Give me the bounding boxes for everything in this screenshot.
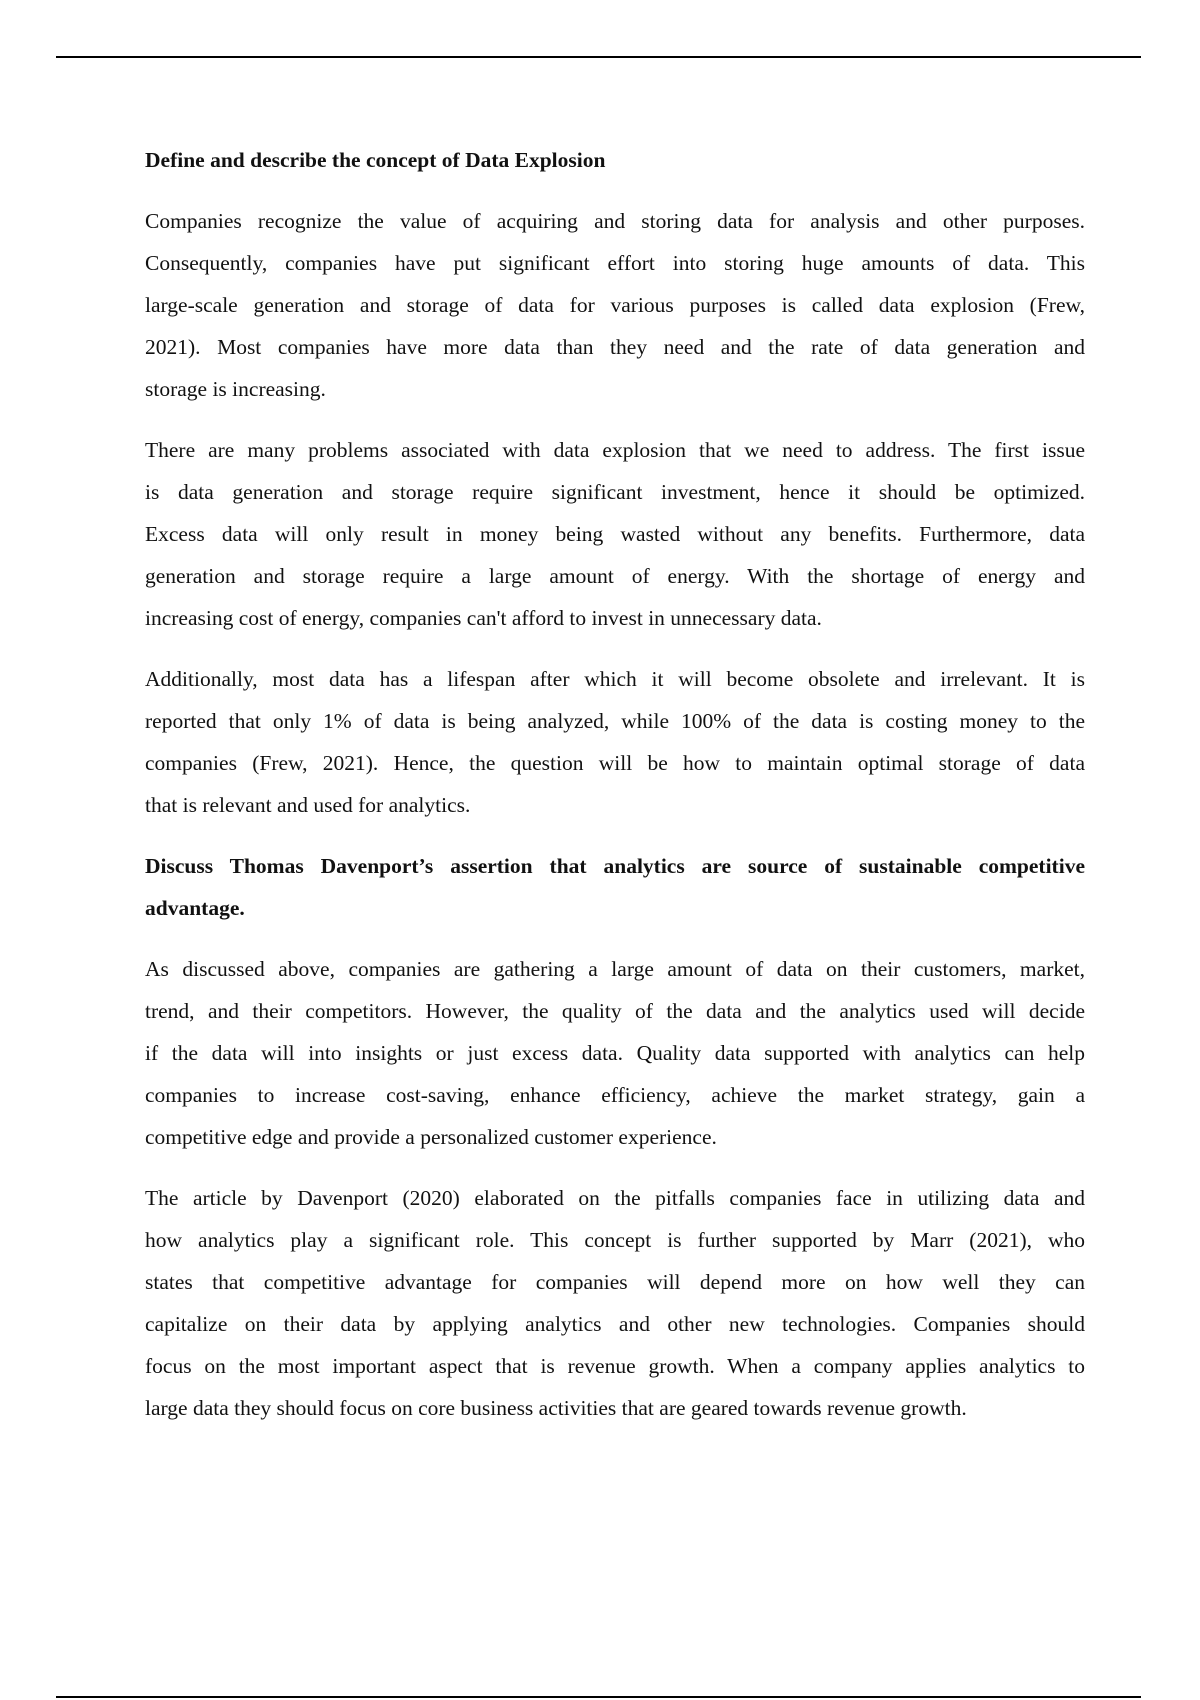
paragraph-line: states that competitive advantage for companies will depend more on how well they can (145, 1270, 1085, 1294)
paragraph-line: The article by Davenport (2020) elaborated on the pitfalls companies face in utilizing data and (145, 1186, 1085, 1210)
paragraph (145, 200, 1085, 410)
heading-line: Discuss Thomas Davenport’s assertion that analytics are source of sustainable competitive (145, 854, 1085, 878)
paragraph-line: that is relevant and used for analytics. (145, 793, 471, 817)
footer-rule (56, 1696, 1141, 1698)
paragraph (145, 948, 1085, 1158)
header-rule (56, 56, 1141, 58)
paragraph-line: if the data will into insights or just excess data. Quality data supported with analytics can help (145, 1041, 1085, 1065)
paragraph-line: As discussed above, companies are gathering a large amount of data on their customers, market, (145, 957, 1085, 981)
paragraph-line: large data they should focus on core business activities that are geared towards revenue growth. (145, 1396, 967, 1420)
paragraph-line: trend, and their competitors. However, the quality of the data and the analytics used will decide (145, 999, 1085, 1023)
paragraph-line: Companies recognize the value of acquiring and storing data for analysis and other purposes. (145, 209, 1085, 233)
section-heading (145, 139, 1085, 181)
paragraph-line: companies to increase cost-saving, enhance efficiency, achieve the market strategy, gain a (145, 1083, 1085, 1107)
paragraph-line: large-scale generation and storage of data for various purposes is called data explosion (Frew, (145, 293, 1085, 317)
document-body (145, 139, 1085, 1448)
paragraph (145, 429, 1085, 639)
heading-line: advantage. (145, 896, 245, 920)
paragraph-line: increasing cost of energy, companies can't afford to invest in unnecessary data. (145, 606, 822, 630)
paragraph-line: reported that only 1% of data is being analyzed, while 100% of the data is costing money to the (145, 709, 1085, 733)
paragraph-line: Consequently, companies have put significant effort into storing huge amounts of data. This (145, 251, 1085, 275)
paragraph-line: generation and storage require a large amount of energy. With the shortage of energy and (145, 564, 1085, 588)
paragraph-line: storage is increasing. (145, 377, 326, 401)
paragraph-line: There are many problems associated with data explosion that we need to address. The first issue (145, 438, 1085, 462)
paragraph (145, 1177, 1085, 1429)
paragraph (145, 658, 1085, 826)
paragraph-line: how analytics play a significant role. This concept is further supported by Marr (2021), who (145, 1228, 1085, 1252)
heading-line: Define and describe the concept of Data Explosion (145, 148, 606, 172)
paragraph-line: Excess data will only result in money being wasted without any benefits. Furthermore, data (145, 522, 1085, 546)
paragraph-line: companies (Frew, 2021). Hence, the question will be how to maintain optimal storage of data (145, 751, 1085, 775)
section-heading (145, 845, 1085, 929)
paragraph-line: Additionally, most data has a lifespan after which it will become obsolete and irrelevant. It is (145, 667, 1085, 691)
paragraph-line: competitive edge and provide a personalized customer experience. (145, 1125, 717, 1149)
paragraph-line: 2021). Most companies have more data than they need and the rate of data generation and (145, 335, 1085, 359)
paragraph-line: focus on the most important aspect that is revenue growth. When a company applies analytics to (145, 1354, 1085, 1378)
paragraph-line: is data generation and storage require significant investment, hence it should be optimized. (145, 480, 1085, 504)
paragraph-line: capitalize on their data by applying analytics and other new technologies. Companies should (145, 1312, 1085, 1336)
